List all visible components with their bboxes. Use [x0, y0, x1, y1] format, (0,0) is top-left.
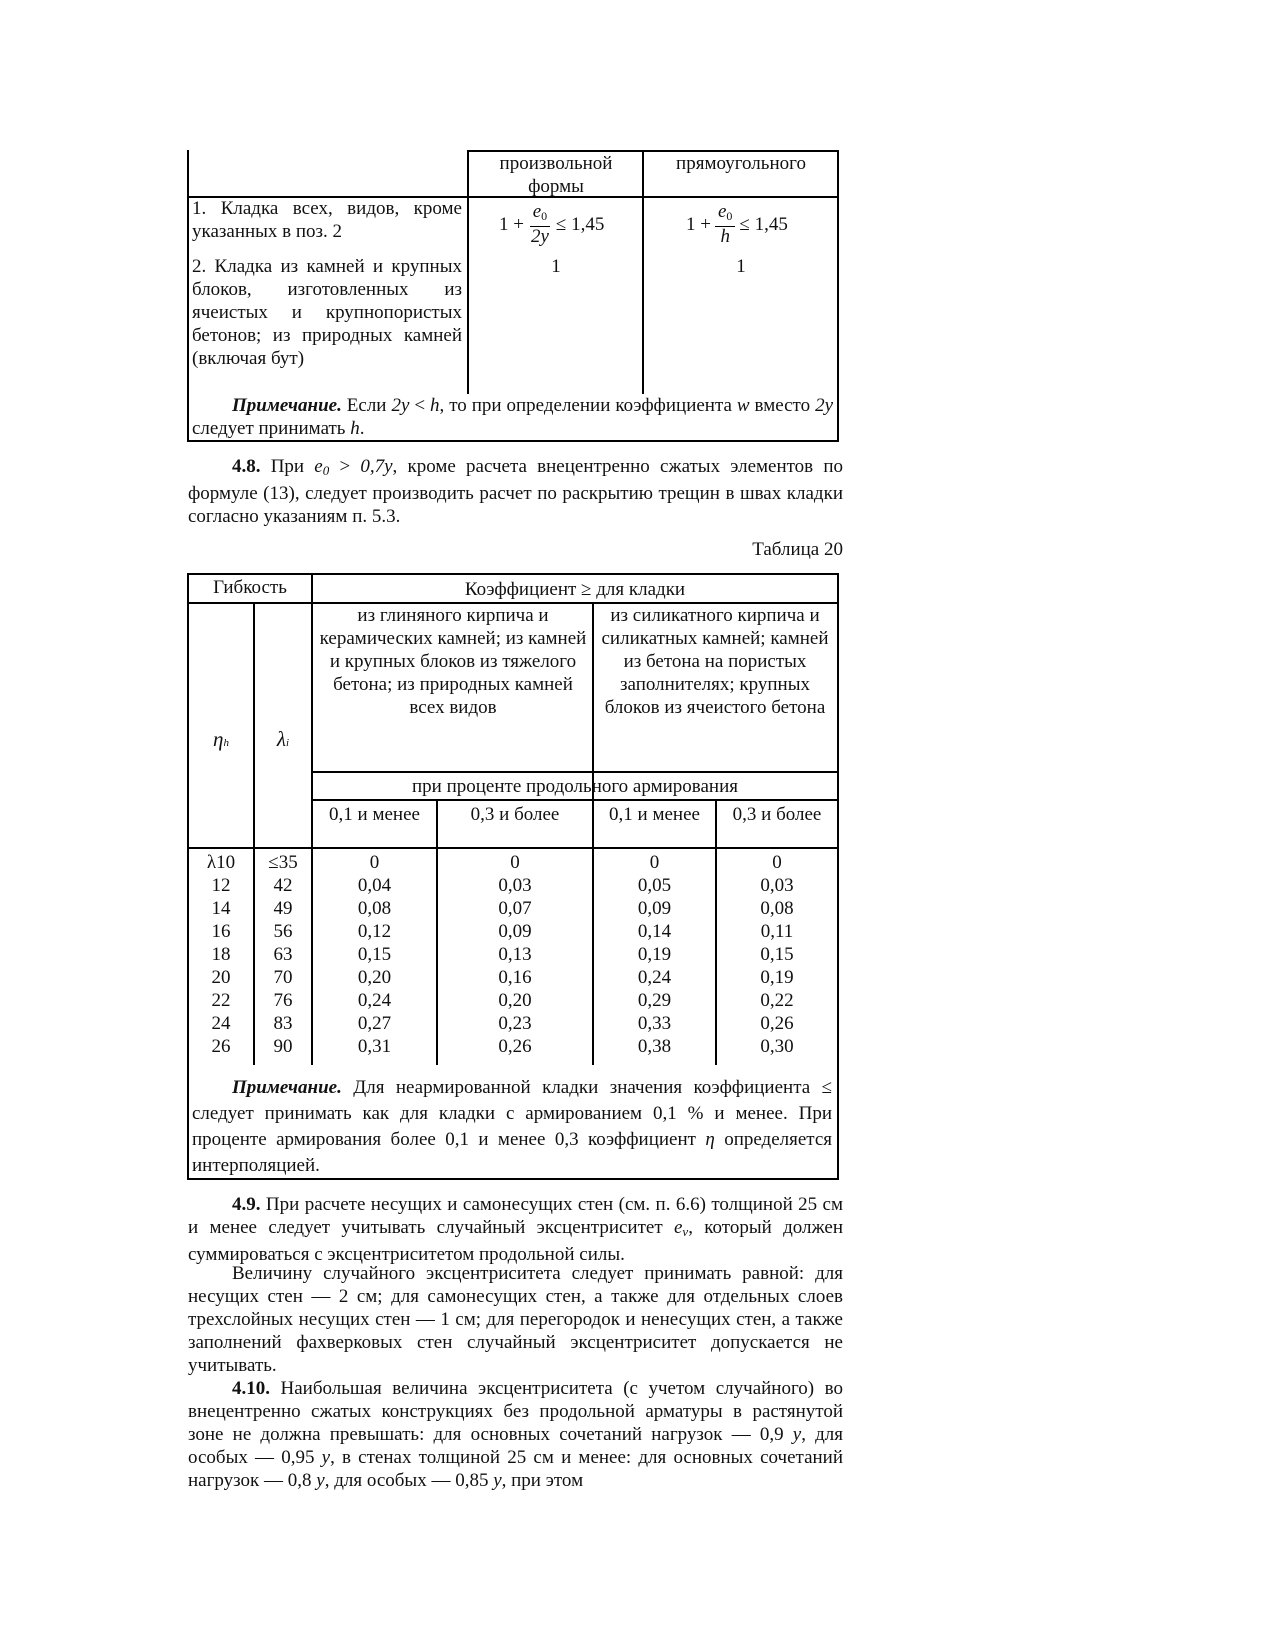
- note-var: w: [736, 395, 750, 416]
- paragraph-number: 4.9.: [232, 1194, 261, 1215]
- table-divider-col1: [467, 150, 469, 394]
- var-e0: [314, 456, 329, 477]
- para-text: , для особых — 0,85: [324, 1470, 489, 1491]
- table-border-right: [837, 573, 839, 1180]
- formula-lead: 1 +: [686, 213, 711, 235]
- eta-sub: h: [223, 737, 229, 749]
- table-cell: 0,07: [498, 898, 532, 919]
- table-cell: 0,27: [357, 1013, 392, 1034]
- table-cell: 12: [211, 875, 231, 896]
- table-cell: 83: [273, 1013, 293, 1034]
- var: 0,7y: [360, 456, 393, 477]
- table-cell: 0,24: [357, 990, 392, 1011]
- header-sub-b: 0,3 и более: [470, 804, 560, 825]
- fraction-denominator: 2y: [530, 225, 549, 247]
- note-text: Если: [346, 395, 387, 416]
- column-lambda: [255, 851, 311, 1058]
- fraction-num-var: e: [532, 200, 542, 222]
- table-cell: 0,20: [357, 967, 392, 988]
- table-cell: 0,14: [637, 921, 672, 942]
- header-rectangular: прямоугольного: [676, 153, 806, 174]
- table-cell: 0,03: [760, 875, 794, 896]
- column-clay-low: [313, 851, 436, 1058]
- table-cell: 0: [649, 852, 660, 873]
- var: e: [314, 456, 323, 477]
- table-wall-coefficients: [187, 150, 839, 442]
- fraction: [528, 202, 552, 247]
- header-eta: [189, 728, 253, 755]
- table-cell: λ10: [206, 852, 236, 873]
- table-cell: 20: [211, 967, 231, 988]
- fraction-denominator: h: [720, 225, 730, 247]
- header-group-silicate: из силикатного кирпича и силикатных камней; камней из бетона на пористых заполнителях; крупных блоков из ячеистого бетона: [601, 605, 829, 718]
- header-arbitrary-shape: произвольной формы: [499, 153, 613, 197]
- table-cell: 76: [273, 990, 293, 1011]
- table-cell: 0,08: [760, 898, 794, 919]
- table-cell: 0: [369, 852, 380, 873]
- header-lambda: [255, 728, 311, 755]
- row2-value-rectangular: 1: [736, 256, 746, 277]
- note-text: Для неармированной кладки значения коэффициента ≤ следует принимать как для кладки с армированием 0,1 % и менее. При проценте армирования более 0,1 и менее 0,3 коэффициент: [192, 1077, 833, 1150]
- table-cell: 0,03: [498, 875, 532, 896]
- para-text: , кроме расчета внецентренно сжатых элементов по формуле (13), следует производить расчет по раскрытию трещин в швах кладки согласно указаниям п. 5.3.: [188, 456, 844, 527]
- table-cell: 0,29: [637, 990, 672, 1011]
- table-cell: 0,33: [637, 1013, 672, 1034]
- note-var: 2y: [391, 395, 410, 416]
- header-sub-a: 0,1 и менее: [329, 804, 420, 825]
- table-cell: 56: [273, 921, 293, 942]
- table-cell: 16: [211, 921, 231, 942]
- table-cell: 49: [273, 898, 293, 919]
- table-cell: 14: [211, 898, 231, 919]
- table-cell: 0,22: [760, 990, 794, 1011]
- row2-value-arbitrary: 1: [551, 256, 561, 277]
- note-text: определяется интерполяцией.: [192, 1129, 833, 1176]
- formula-tail: ≤ 1,45: [739, 213, 788, 235]
- paragraph-eccentricity: Величину случайного эксцентриситета следует принимать равной: для несущих стен — 2 см; для самонесущих стен, а также для отдельных слоев трехслойных несущих стен — 1 см; для перегородок и ненесущих стен, а также заполнений фахверковых стен случайный эксцентриситет допускается не учитывать.: [188, 1263, 843, 1376]
- row1-label: 1. Кладка всех, видов, кроме указанных в поз. 2: [192, 198, 462, 242]
- var: e: [673, 1217, 683, 1238]
- note-var: h: [350, 418, 360, 439]
- table-cell: 24: [211, 1013, 231, 1034]
- table-cell: 0: [510, 852, 520, 873]
- header-group-clay: из глиняного кирпича и керамических камней; из камней и крупных блоков из тяжелого бетона; из природных камней всех видов: [319, 605, 587, 718]
- paragraph-4-10: [188, 1377, 843, 1492]
- para-text: При расчете несущих и самонесущих стен (см. п. 6.6) толщиной 25 см и менее следует учитывать случайный эксцентриситет: [188, 1194, 844, 1238]
- para-text: , который должен суммироваться с эксцентриситетом продольной силы.: [188, 1217, 843, 1265]
- var-sub: v: [682, 1224, 689, 1239]
- table-cell: 0,19: [637, 944, 672, 965]
- header-flexibility: Гибкость: [213, 577, 287, 598]
- table-border-left: [187, 150, 189, 442]
- header-sub-d: 0,3 и более: [732, 804, 822, 825]
- note-text: <: [414, 395, 426, 416]
- table-cell: 63: [273, 944, 293, 965]
- fraction-numerator: [530, 202, 550, 227]
- note-text: вместо: [754, 395, 811, 416]
- note-var: h: [430, 395, 440, 416]
- fraction-num-sub: 0: [726, 208, 733, 223]
- line-h3: [311, 799, 839, 801]
- table-cell: 0,31: [357, 1036, 392, 1057]
- var: y: [316, 1470, 325, 1491]
- table-caption: Таблица 20: [752, 539, 843, 560]
- note-var: 2y: [815, 395, 833, 416]
- fraction-num-sub: 0: [541, 208, 548, 223]
- formula-tail: ≤ 1,45: [555, 213, 605, 235]
- table-cell: ≤35: [268, 852, 298, 873]
- note-label: Примечание.: [232, 395, 342, 416]
- table-cell: 0,26: [498, 1036, 532, 1057]
- table-cell: 90: [273, 1036, 293, 1057]
- note-label: Примечание.: [232, 1077, 342, 1098]
- note-text: следует принимать: [192, 418, 346, 439]
- para-text: , при этом: [501, 1470, 584, 1491]
- table-border-top: [187, 573, 839, 575]
- fraction-numerator: [715, 202, 735, 227]
- note-text: , то при определении коэффициента: [439, 395, 732, 416]
- header-reinforcement: при проценте продольного армирования: [412, 776, 738, 797]
- paragraph-4-8: [188, 455, 843, 528]
- lambda-sub: i: [286, 737, 290, 749]
- fraction-num-var: e: [717, 200, 727, 222]
- table-cell: 0,08: [357, 898, 392, 919]
- fraction: [715, 202, 735, 247]
- table-cell: 0,09: [498, 921, 532, 942]
- table-border-bottom: [187, 440, 839, 442]
- header-sub-c: 0,1 и менее: [609, 804, 700, 825]
- table-divider-col2: [642, 150, 644, 394]
- table-cell: 0,04: [357, 875, 392, 896]
- table-border-right: [837, 150, 839, 442]
- para-text: , для особых — 0,95: [188, 1424, 844, 1468]
- table-cell: 22: [211, 990, 231, 1011]
- table2-note: [192, 1075, 832, 1179]
- column-eta: [189, 851, 253, 1058]
- para-text: Наибольшая величина эксцентриситета (с учетом случайного) во внецентренно сжатых конструкциях без продольной арматуры в растянутой зоне не должна превышать: для основных сочетаний нагрузок — 0,9: [188, 1378, 843, 1445]
- note-text: .: [359, 418, 365, 439]
- table-cell: 0: [772, 852, 782, 873]
- var-sub: 0: [322, 463, 330, 478]
- var-ev: [674, 1217, 688, 1238]
- paragraph-number: 4.10.: [232, 1378, 270, 1399]
- table-cell: 0,13: [498, 944, 532, 965]
- table-cell: 0,19: [760, 967, 794, 988]
- var: y: [792, 1424, 802, 1445]
- column-silicate-high: [717, 851, 837, 1058]
- table-cell: 0,05: [637, 875, 672, 896]
- table-cell: 0,12: [357, 921, 392, 942]
- para-text: При: [270, 456, 305, 477]
- table-cell: 0,30: [760, 1036, 794, 1057]
- eta-symbol: η: [213, 727, 224, 751]
- para-text: , в стенах толщиной 25 см и менее: для основных сочетаний нагрузок — 0,8: [188, 1447, 844, 1491]
- note-var: η: [705, 1129, 715, 1150]
- table-cell: 0,38: [637, 1036, 672, 1057]
- line-h4: [187, 847, 839, 849]
- column-clay-high: [438, 851, 592, 1058]
- var: y: [321, 1447, 331, 1468]
- table-cell: 0,11: [760, 921, 794, 942]
- para-text: >: [339, 456, 351, 477]
- lambda-symbol: λ: [276, 727, 287, 751]
- table-cell: 0,15: [760, 944, 794, 965]
- row2-label: 2. Кладка из камней и крупных блоков, изготовленных из ячеистых и крупнопористых бетонов; из природных камней (включая бут): [192, 256, 462, 369]
- column-silicate-low: [594, 851, 715, 1058]
- formula-lead: 1 +: [499, 213, 524, 235]
- line-h2: [311, 771, 839, 773]
- paragraph-number: 4.8.: [232, 456, 261, 477]
- table-cell: 26: [211, 1036, 231, 1057]
- table-20: [187, 573, 839, 1180]
- table-cell: 0,15: [357, 944, 392, 965]
- table-cell: 0,24: [637, 967, 672, 988]
- formula-rectangular: [686, 202, 788, 246]
- table-cell: 0,20: [498, 990, 532, 1011]
- header-coefficient: Коэффициент ≥ для кладки: [464, 579, 686, 600]
- formula-arbitrary: [499, 202, 604, 246]
- var: y: [493, 1470, 502, 1491]
- table-cell: 18: [211, 944, 231, 965]
- paragraph-4-9: [188, 1193, 843, 1266]
- table-cell: 70: [273, 967, 293, 988]
- table1-note: [192, 394, 833, 440]
- table-cell: 42: [273, 875, 293, 896]
- table-cell: 0,23: [498, 1013, 532, 1034]
- table-cell: 0,26: [760, 1013, 794, 1034]
- table-cell: 0,16: [498, 967, 532, 988]
- table-cell: 0,09: [637, 898, 672, 919]
